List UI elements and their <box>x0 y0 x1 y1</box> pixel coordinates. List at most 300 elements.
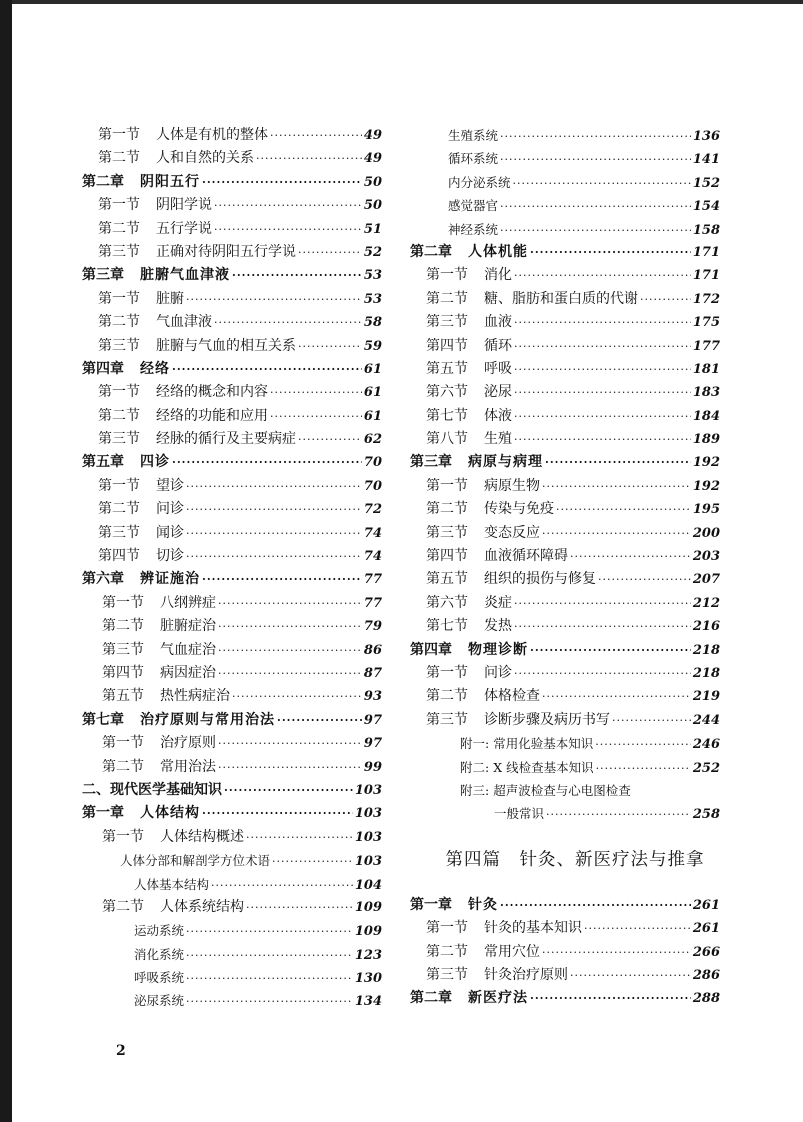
entry-label: 第二节 <box>98 314 140 331</box>
toc-entry-chapter <box>410 639 720 662</box>
leader-dots <box>514 592 691 615</box>
leader-dots <box>186 545 362 568</box>
toc-entry-section <box>82 428 382 451</box>
entry-label: 第四章 <box>410 641 452 658</box>
entry-page-number: 218 <box>692 665 720 681</box>
entry-label: 第一节 <box>102 594 144 611</box>
entry-title: 人体基本结构 <box>134 876 210 892</box>
toc-entry-section <box>410 264 720 287</box>
toc-entry-section <box>410 568 720 591</box>
leader-dots <box>545 451 691 474</box>
leader-dots <box>598 568 691 591</box>
entry-title: 神经系统 <box>448 221 499 237</box>
entry-title: 二、现代医学基础知识 <box>82 781 222 798</box>
entry-page-number: 61 <box>363 408 382 424</box>
toc-entry-section <box>410 288 720 311</box>
entry-page-number: 97 <box>363 712 382 728</box>
leader-dots <box>202 171 362 194</box>
entry-label: 第六节 <box>426 384 468 401</box>
toc-entry-section <box>82 335 382 358</box>
entry-label: 第三章 <box>82 267 124 284</box>
entry-page-number: 158 <box>692 222 720 238</box>
entry-page-number: 97 <box>363 736 382 752</box>
leader-dots <box>500 219 691 242</box>
leader-dots <box>298 241 362 264</box>
leader-dots <box>202 802 353 825</box>
leader-dots <box>542 685 691 708</box>
leader-dots <box>514 335 691 358</box>
entry-title: 经脉的循行及主要病症 <box>156 431 296 448</box>
entry-label: 第三节 <box>98 524 140 541</box>
toc-entry-sub <box>410 194 720 217</box>
entry-page-number: 171 <box>692 244 720 260</box>
toc-entry-section <box>82 124 382 147</box>
leader-dots <box>514 381 691 404</box>
entry-label: 第一节 <box>426 477 468 494</box>
toc-entry-section <box>410 685 720 708</box>
entry-title: 消化系统 <box>134 946 185 962</box>
toc-entry-section <box>410 381 720 404</box>
entry-label: 第四节 <box>102 664 144 681</box>
toc-entry-chapter <box>82 171 382 194</box>
entry-title: 生殖系统 <box>448 128 499 143</box>
entry-page-number: 172 <box>692 291 720 307</box>
entry-title: 脏腑 <box>156 290 184 307</box>
toc-entry-appendix <box>410 732 720 755</box>
entry-page-number: 74 <box>363 525 382 541</box>
leader-dots <box>246 826 353 849</box>
leader-dots <box>214 311 362 334</box>
entry-title: 阴阳学说 <box>156 197 212 214</box>
entry-page-number: 171 <box>692 268 720 284</box>
toc-entry-section <box>410 545 720 568</box>
toc-entry-chapter <box>82 358 382 381</box>
toc-entry-sub <box>410 218 720 241</box>
entry-page-number: 288 <box>692 991 720 1007</box>
entry-title: 脏腑与气血的相互关系 <box>156 337 296 354</box>
toc-entry-major <box>82 779 382 802</box>
entry-title: 血液循环障碍 <box>484 548 568 565</box>
entry-title: 病因症治 <box>160 664 216 681</box>
leader-dots <box>500 125 691 148</box>
entry-label: 第二节 <box>426 290 468 307</box>
leader-dots <box>211 874 353 897</box>
entry-label: 第三节 <box>426 711 468 728</box>
toc-entry-section2 <box>82 826 382 849</box>
toc-entry-sub <box>82 943 382 966</box>
entry-page-number: 141 <box>692 152 720 168</box>
leader-dots <box>232 685 362 708</box>
entry-title: 泌尿 <box>484 384 512 401</box>
entry-page-number: 74 <box>363 549 382 565</box>
entry-label: 第六章 <box>82 571 124 588</box>
entry-title: 感觉器官 <box>448 198 499 214</box>
entry-title: 人体是有机的整体 <box>156 127 268 143</box>
leader-dots <box>218 732 362 755</box>
leader-dots <box>530 639 691 662</box>
entry-label: 第三节 <box>426 314 468 331</box>
leader-dots <box>500 894 691 917</box>
leader-dots <box>514 311 691 334</box>
entry-page-number: 53 <box>363 291 382 307</box>
entry-label: 第二节 <box>98 407 140 424</box>
entry-page-number: 99 <box>363 759 382 775</box>
entry-title: 人体系统结构 <box>160 898 244 915</box>
entry-title: 正确对待阴阳五行学说 <box>156 243 296 260</box>
leader-dots <box>530 987 691 1010</box>
entry-label: 第二节 <box>102 758 144 775</box>
entry-label: 第一节 <box>102 735 144 752</box>
entry-title: 人体分部和解剖学方位术语 <box>120 853 271 869</box>
entry-title: 变态反应 <box>484 524 540 541</box>
toc-entry-section <box>410 335 720 358</box>
entry-title: 人体机能 <box>468 243 528 260</box>
entry-page-number: 109 <box>354 899 382 915</box>
toc-entry-chapter <box>410 894 720 917</box>
entry-page-number: 261 <box>692 921 720 937</box>
leader-dots <box>514 264 691 287</box>
leader-dots <box>270 405 362 428</box>
leader-dots <box>186 522 362 545</box>
toc-entry-section <box>410 917 720 940</box>
entry-title: 人体结构概述 <box>160 828 244 845</box>
toc-entry-section <box>410 615 720 638</box>
leader-dots <box>224 779 353 802</box>
entry-page-number: 212 <box>692 595 720 611</box>
leader-dots <box>186 498 362 521</box>
leader-dots <box>546 803 691 826</box>
toc-entry-section <box>410 522 720 545</box>
entry-title: 闻诊 <box>156 524 184 541</box>
entry-title: 阴阳五行 <box>140 173 200 190</box>
toc-entry-section <box>82 218 382 241</box>
entry-page-number: 192 <box>692 478 720 494</box>
entry-label: 第一节 <box>426 664 468 681</box>
entry-page-number: 152 <box>692 175 720 191</box>
toc-entry-chapter <box>82 802 382 825</box>
entry-page-number: 175 <box>692 315 720 331</box>
leader-dots <box>640 288 691 311</box>
entry-title: 一般常识 <box>494 806 545 822</box>
entry-title: 消化 <box>484 267 512 284</box>
entry-page-number: 134 <box>354 994 382 1010</box>
toc-entry-section2 <box>82 685 382 708</box>
toc-entry-section <box>82 545 382 568</box>
entry-page-number: 154 <box>692 199 720 215</box>
entry-page-number: 181 <box>692 361 720 377</box>
leader-dots <box>218 615 362 638</box>
entry-title: 常用化验基本知识 <box>493 736 594 752</box>
entry-title: 气血症治 <box>160 641 216 658</box>
entry-label: 第一节 <box>426 267 468 284</box>
leader-dots <box>500 148 691 171</box>
entry-label: 第二节 <box>426 943 468 960</box>
entry-page-number: 261 <box>692 897 720 913</box>
entry-page-number: 59 <box>363 338 382 354</box>
toc-entry-section <box>410 662 720 685</box>
toc-entry-section <box>410 358 720 381</box>
entry-page-number: 77 <box>363 572 382 588</box>
toc-entry-section <box>410 709 720 732</box>
entry-page-number: 93 <box>363 689 382 705</box>
toc-entry-section <box>410 964 720 987</box>
toc-entry-section <box>410 311 720 334</box>
entry-page-number: 207 <box>692 572 720 588</box>
entry-title: 病原生物 <box>484 477 540 494</box>
entry-page-number: 218 <box>692 642 720 658</box>
entry-label: 第五章 <box>82 454 124 471</box>
entry-label: 第二节 <box>98 150 140 167</box>
toc-entry-section <box>82 147 382 170</box>
entry-title: 呼吸 <box>484 360 512 377</box>
leader-dots <box>530 241 691 264</box>
entry-title: 发热 <box>484 618 512 635</box>
entry-page-number: 109 <box>354 924 382 940</box>
entry-label: 第四节 <box>98 548 140 565</box>
entry-page-number: 70 <box>363 455 382 471</box>
entry-title: 超声波检查与心电图检查 <box>493 782 631 798</box>
entry-title: 循环 <box>484 337 512 354</box>
toc-entry-section <box>410 405 720 428</box>
entry-title: 问诊 <box>484 664 512 681</box>
leader-dots <box>542 522 691 545</box>
entry-label: 第四节 <box>426 548 468 565</box>
toc-entry-sub <box>82 919 382 942</box>
toc-entry-section <box>82 241 382 264</box>
entry-title: 针灸的基本知识 <box>484 920 582 937</box>
entry-label: 第三节 <box>98 243 140 260</box>
entry-page-number: 61 <box>363 361 382 377</box>
toc-entry-chapter <box>82 451 382 474</box>
leader-dots <box>270 381 362 404</box>
leader-dots <box>514 662 691 685</box>
entry-label: 第三节 <box>426 966 468 983</box>
toc-entry-appendix-nopage <box>410 779 720 802</box>
toc-entry-sub <box>410 147 720 170</box>
entry-page-number: 50 <box>363 198 382 214</box>
leader-dots <box>595 733 691 756</box>
leader-dots <box>270 124 362 147</box>
leader-dots <box>272 850 353 873</box>
entry-label: 第三章 <box>410 454 452 471</box>
entry-label: 第一节 <box>98 384 140 401</box>
entry-page-number: 103 <box>354 782 382 798</box>
entry-page-number: 203 <box>692 549 720 565</box>
entry-page-number: 189 <box>692 432 720 448</box>
entry-label: 第四章 <box>82 360 124 377</box>
entry-label: 第三节 <box>426 524 468 541</box>
entry-title: 运动系统 <box>134 923 185 939</box>
toc-entry-appendix-cont <box>410 802 720 825</box>
entry-title: 问诊 <box>156 501 184 518</box>
leader-dots <box>542 475 691 498</box>
entry-page-number: 52 <box>363 244 382 260</box>
entry-label: 第四节 <box>426 337 468 354</box>
entry-title: 常用治法 <box>160 758 216 775</box>
entry-title: 辨证施治 <box>140 571 200 588</box>
toc-entry-section2 <box>82 615 382 638</box>
toc-entry-chapter <box>82 568 382 591</box>
toc-entry-section <box>410 498 720 521</box>
leader-dots <box>298 335 362 358</box>
entry-label: 第三节 <box>98 337 140 354</box>
entry-label: 第一章 <box>410 896 452 913</box>
leader-dots <box>186 990 353 1013</box>
toc-entry-section2 <box>82 639 382 662</box>
entry-page-number: 246 <box>692 737 720 753</box>
toc-entry-section <box>410 475 720 498</box>
leader-dots <box>570 545 691 568</box>
leader-dots <box>612 709 691 732</box>
entry-title: 治疗原则与常用治法 <box>140 711 275 728</box>
leader-dots <box>172 358 362 381</box>
entry-page-number: 200 <box>692 525 720 541</box>
entry-title: 常用穴位 <box>484 943 540 960</box>
entry-label: 第一节 <box>98 477 140 494</box>
entry-page-number: 286 <box>692 967 720 983</box>
part-heading: 第四篇 针灸、新医疗法与推拿 <box>445 849 705 870</box>
entry-label: 第二章 <box>410 243 452 260</box>
entry-page-number: 252 <box>692 760 720 776</box>
entry-title: 糖、脂肪和蛋白质的代谢 <box>484 290 638 307</box>
entry-label: 第六节 <box>426 594 468 611</box>
leader-dots <box>514 358 691 381</box>
entry-label: 第五节 <box>426 571 468 588</box>
entry-label: 第三节 <box>98 431 140 448</box>
entry-page-number: 219 <box>692 689 720 705</box>
toc-entry-section <box>410 592 720 615</box>
toc-entry-section2 <box>82 662 382 685</box>
entry-title: 新医疗法 <box>468 990 528 1007</box>
toc-entry-section2 <box>82 732 382 755</box>
leader-dots <box>596 757 691 780</box>
entry-label: 第七章 <box>82 711 124 728</box>
leader-dots <box>218 592 362 615</box>
toc-entry-sub <box>82 989 382 1012</box>
entry-title: 物理诊断 <box>468 641 528 658</box>
entry-label: 第二节 <box>98 220 140 237</box>
scan-edge-left <box>0 0 12 1122</box>
entry-label: 第二节 <box>98 501 140 518</box>
entry-page-number: 49 <box>363 151 382 167</box>
entry-label: 第一节 <box>98 290 140 307</box>
leader-dots <box>218 756 362 779</box>
toc-entry-sub <box>410 124 720 147</box>
leader-dots <box>514 405 691 428</box>
toc-entry-section <box>82 194 382 217</box>
entry-page-number: 136 <box>692 129 720 144</box>
entry-title: 脏腑气血津液 <box>140 267 230 284</box>
entry-title: 内分泌系统 <box>448 174 511 190</box>
toc-entry-section <box>410 428 720 451</box>
entry-title: 生殖 <box>484 431 512 448</box>
entry-title: 脏腑症治 <box>160 618 216 635</box>
leader-dots <box>202 568 362 591</box>
leader-dots <box>514 615 691 638</box>
entry-label: 第一节 <box>102 828 144 845</box>
toc-entry-section <box>82 498 382 521</box>
entry-label: 第七节 <box>426 618 468 635</box>
entry-page-number: 258 <box>692 807 720 823</box>
entry-title: 组织的损伤与修复 <box>484 571 596 588</box>
leader-dots <box>584 917 691 940</box>
entry-label: 第三节 <box>102 641 144 658</box>
entry-page-number: 103 <box>354 854 382 870</box>
toc-entry-chapter <box>410 987 720 1010</box>
entry-label: 第七节 <box>426 407 468 424</box>
entry-title: 气血津液 <box>156 314 212 331</box>
entry-page-number: 216 <box>692 619 720 635</box>
leader-dots <box>298 428 362 451</box>
toc-entry-section <box>82 311 382 334</box>
entry-page-number: 77 <box>363 595 382 611</box>
entry-label: 第一节 <box>426 920 468 937</box>
toc-entry-section <box>410 941 720 964</box>
entry-page-number: 50 <box>363 174 382 190</box>
entry-title: 经络的概念和内容 <box>156 384 268 401</box>
entry-label: 第二章 <box>82 173 124 190</box>
entry-title: 传染与免疫 <box>484 501 554 518</box>
entry-label: 附一: <box>460 736 490 752</box>
toc-entry-section <box>82 288 382 311</box>
entry-title: 循环系统 <box>448 151 499 167</box>
entry-page-number: 195 <box>692 502 720 518</box>
toc-entry-section <box>82 381 382 404</box>
leader-dots <box>218 639 362 662</box>
entry-label: 第二节 <box>426 501 468 518</box>
leader-dots <box>542 941 691 964</box>
entry-page-number: 87 <box>363 665 382 681</box>
leader-dots <box>186 944 353 967</box>
leader-dots <box>513 172 691 195</box>
entry-title: X 线检查基本知识 <box>493 759 594 775</box>
toc-entry-section <box>82 475 382 498</box>
entry-title: 五行学说 <box>156 220 212 237</box>
entry-title: 诊断步骤及病历书写 <box>484 711 610 728</box>
entry-page-number: 49 <box>363 128 382 143</box>
entry-page-number: 192 <box>692 455 720 471</box>
entry-page-number: 104 <box>354 877 382 893</box>
entry-title: 八纲辨症 <box>160 594 216 611</box>
entry-label: 第一节 <box>98 127 140 143</box>
page-number: 2 <box>116 1043 126 1059</box>
entry-title: 病原与病理 <box>468 454 543 471</box>
scan-edge-top <box>0 0 803 4</box>
entry-title: 切诊 <box>156 548 184 565</box>
toc-entry-section2 <box>82 756 382 779</box>
toc-entry-appendix <box>410 756 720 779</box>
entry-page-number: 70 <box>363 478 382 494</box>
entry-label: 附三: <box>460 782 490 798</box>
leader-dots <box>514 428 691 451</box>
entry-page-number: 103 <box>354 806 382 822</box>
leader-dots <box>570 964 691 987</box>
entry-label: 第二章 <box>410 990 452 1007</box>
leader-dots <box>232 264 362 287</box>
entry-label: 第八节 <box>426 431 468 448</box>
toc-entry-sub <box>82 873 382 896</box>
entry-label: 第二节 <box>102 898 144 915</box>
entry-label: 附二: <box>460 759 490 775</box>
toc-entry-chapter <box>410 241 720 264</box>
leader-dots <box>214 194 362 217</box>
toc-entry-chapter <box>82 264 382 287</box>
entry-page-number: 72 <box>363 502 382 518</box>
entry-page-number: 61 <box>363 385 382 401</box>
leader-dots <box>556 498 691 521</box>
entry-page-number: 103 <box>354 829 382 845</box>
toc-entry-sub <box>82 849 382 872</box>
